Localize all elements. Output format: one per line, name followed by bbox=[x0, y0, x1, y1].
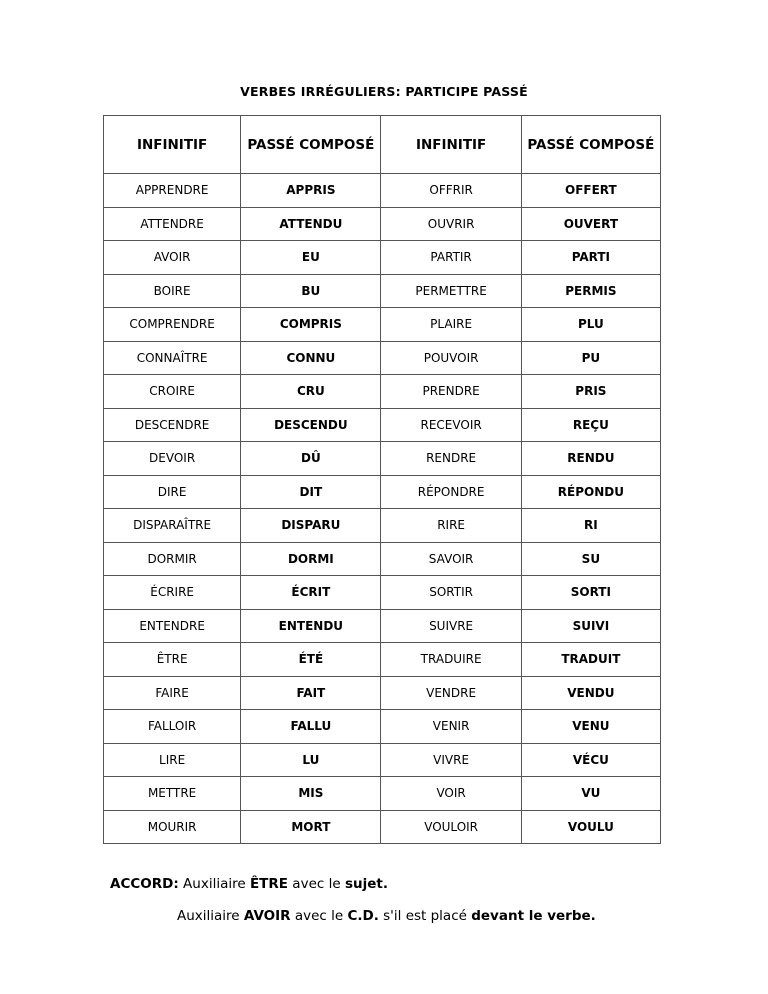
infinitif-cell: VENDRE bbox=[381, 676, 521, 710]
passe-compose-cell: OUVERT bbox=[521, 207, 660, 241]
accord-bold: devant le verbe. bbox=[471, 908, 596, 924]
passe-compose-cell: PU bbox=[521, 341, 660, 375]
page-title: VERBES IRRÉGULIERS: PARTICIPE PASSÉ bbox=[240, 84, 528, 99]
passe-compose-cell: BU bbox=[241, 274, 381, 308]
accord-label: ACCORD: bbox=[110, 876, 179, 892]
table-row bbox=[104, 341, 661, 375]
passe-compose-cell: COMPRIS bbox=[241, 308, 381, 342]
accord-line-avoir bbox=[177, 908, 596, 924]
passe-compose-cell: PLU bbox=[521, 308, 660, 342]
table-body bbox=[104, 174, 661, 844]
passe-compose-cell: APPRIS bbox=[241, 174, 381, 208]
infinitif-cell: SORTIR bbox=[381, 576, 521, 610]
passe-compose-cell: DIT bbox=[241, 475, 381, 509]
infinitif-cell: VIVRE bbox=[381, 743, 521, 777]
infinitif-cell: DISPARAÎTRE bbox=[104, 509, 241, 543]
passe-compose-cell: CONNU bbox=[241, 341, 381, 375]
infinitif-cell: POUVOIR bbox=[381, 341, 521, 375]
table-row bbox=[104, 643, 661, 677]
passe-compose-cell: SU bbox=[521, 542, 660, 576]
passe-compose-cell: FAIT bbox=[241, 676, 381, 710]
accord-text: Auxiliaire bbox=[177, 908, 244, 924]
passe-compose-cell: LU bbox=[241, 743, 381, 777]
infinitif-cell: FALLOIR bbox=[104, 710, 241, 744]
infinitif-cell: AVOIR bbox=[104, 241, 241, 275]
accord-text: avec le bbox=[290, 908, 348, 924]
infinitif-cell: FAIRE bbox=[104, 676, 241, 710]
accord-bold: C.D. bbox=[347, 908, 379, 924]
passe-compose-cell: DESCENDU bbox=[241, 408, 381, 442]
table-row bbox=[104, 542, 661, 576]
passe-compose-cell: CRU bbox=[241, 375, 381, 409]
header-infinitif: INFINITIF bbox=[104, 116, 241, 174]
infinitif-cell: DEVOIR bbox=[104, 442, 241, 476]
passe-compose-cell: VU bbox=[521, 777, 660, 811]
table-row bbox=[104, 442, 661, 476]
infinitif-cell: OUVRIR bbox=[381, 207, 521, 241]
verbs-table bbox=[103, 115, 661, 844]
table-row bbox=[104, 274, 661, 308]
table-row bbox=[104, 475, 661, 509]
infinitif-cell: BOIRE bbox=[104, 274, 241, 308]
passe-compose-cell: SUIVI bbox=[521, 609, 660, 643]
header-passe-compose: PASSÉ COMPOSÉ bbox=[241, 116, 381, 174]
accord-text: s'il est placé bbox=[378, 908, 472, 924]
table-row bbox=[104, 777, 661, 811]
passe-compose-cell: RENDU bbox=[521, 442, 660, 476]
infinitif-cell: ENTENDRE bbox=[104, 609, 241, 643]
infinitif-cell: PERMETTRE bbox=[381, 274, 521, 308]
table-row bbox=[104, 241, 661, 275]
infinitif-cell: DIRE bbox=[104, 475, 241, 509]
accord-text: avec le bbox=[288, 876, 345, 892]
accord-text: Auxiliaire bbox=[178, 876, 250, 892]
passe-compose-cell: DISPARU bbox=[241, 509, 381, 543]
passe-compose-cell: VÉCU bbox=[521, 743, 660, 777]
infinitif-cell: COMPRENDRE bbox=[104, 308, 241, 342]
passe-compose-cell: FALLU bbox=[241, 710, 381, 744]
infinitif-cell: OFFRIR bbox=[381, 174, 521, 208]
passe-compose-cell: REÇU bbox=[521, 408, 660, 442]
passe-compose-cell: ÉCRIT bbox=[241, 576, 381, 610]
infinitif-cell: ATTENDRE bbox=[104, 207, 241, 241]
table-row bbox=[104, 509, 661, 543]
passe-compose-cell: RI bbox=[521, 509, 660, 543]
passe-compose-cell: VENDU bbox=[521, 676, 660, 710]
passe-compose-cell: ATTENDU bbox=[241, 207, 381, 241]
passe-compose-cell: ENTENDU bbox=[241, 609, 381, 643]
infinitif-cell: APPRENDRE bbox=[104, 174, 241, 208]
passe-compose-cell: VOULU bbox=[521, 810, 660, 844]
table-row bbox=[104, 375, 661, 409]
infinitif-cell: ÉCRIRE bbox=[104, 576, 241, 610]
passe-compose-cell: PARTI bbox=[521, 241, 660, 275]
infinitif-cell: DESCENDRE bbox=[104, 408, 241, 442]
infinitif-cell: CONNAÎTRE bbox=[104, 341, 241, 375]
passe-compose-cell: RÉPONDU bbox=[521, 475, 660, 509]
accord-bold: AVOIR bbox=[243, 908, 291, 924]
table-row bbox=[104, 810, 661, 844]
infinitif-cell: METTRE bbox=[104, 777, 241, 811]
table-row bbox=[104, 710, 661, 744]
passe-compose-cell: VENU bbox=[521, 710, 660, 744]
table-header-row bbox=[104, 116, 661, 174]
passe-compose-cell: MORT bbox=[241, 810, 381, 844]
passe-compose-cell: TRADUIT bbox=[521, 643, 660, 677]
infinitif-cell: LIRE bbox=[104, 743, 241, 777]
infinitif-cell: RIRE bbox=[381, 509, 521, 543]
infinitif-cell: ÊTRE bbox=[104, 643, 241, 677]
accord-bold: sujet. bbox=[344, 876, 388, 892]
infinitif-cell: VOIR bbox=[381, 777, 521, 811]
accord-line-etre bbox=[110, 876, 388, 892]
table-row bbox=[104, 676, 661, 710]
passe-compose-cell: PRIS bbox=[521, 375, 660, 409]
infinitif-cell: TRADUIRE bbox=[381, 643, 521, 677]
passe-compose-cell: ÉTÉ bbox=[241, 643, 381, 677]
infinitif-cell: RÉPONDRE bbox=[381, 475, 521, 509]
table-row bbox=[104, 207, 661, 241]
table-row bbox=[104, 308, 661, 342]
infinitif-cell: MOURIR bbox=[104, 810, 241, 844]
infinitif-cell: SUIVRE bbox=[381, 609, 521, 643]
header-infinitif: INFINITIF bbox=[381, 116, 521, 174]
passe-compose-cell: SORTI bbox=[521, 576, 660, 610]
infinitif-cell: VOULOIR bbox=[381, 810, 521, 844]
infinitif-cell: SAVOIR bbox=[381, 542, 521, 576]
infinitif-cell: RECEVOIR bbox=[381, 408, 521, 442]
passe-compose-cell: DORMI bbox=[241, 542, 381, 576]
infinitif-cell: PLAIRE bbox=[381, 308, 521, 342]
header-passe-compose: PASSÉ COMPOSÉ bbox=[521, 116, 660, 174]
table-row bbox=[104, 743, 661, 777]
infinitif-cell: DORMIR bbox=[104, 542, 241, 576]
infinitif-cell: VENIR bbox=[381, 710, 521, 744]
passe-compose-cell: EU bbox=[241, 241, 381, 275]
passe-compose-cell: MIS bbox=[241, 777, 381, 811]
passe-compose-cell: DÛ bbox=[241, 442, 381, 476]
passe-compose-cell: OFFERT bbox=[521, 174, 660, 208]
table-row bbox=[104, 576, 661, 610]
infinitif-cell: CROIRE bbox=[104, 375, 241, 409]
table-row bbox=[104, 408, 661, 442]
accord-bold: ÊTRE bbox=[249, 876, 289, 892]
table-row bbox=[104, 174, 661, 208]
passe-compose-cell: PERMIS bbox=[521, 274, 660, 308]
infinitif-cell: PARTIR bbox=[381, 241, 521, 275]
infinitif-cell: RENDRE bbox=[381, 442, 521, 476]
table-row bbox=[104, 609, 661, 643]
infinitif-cell: PRENDRE bbox=[381, 375, 521, 409]
